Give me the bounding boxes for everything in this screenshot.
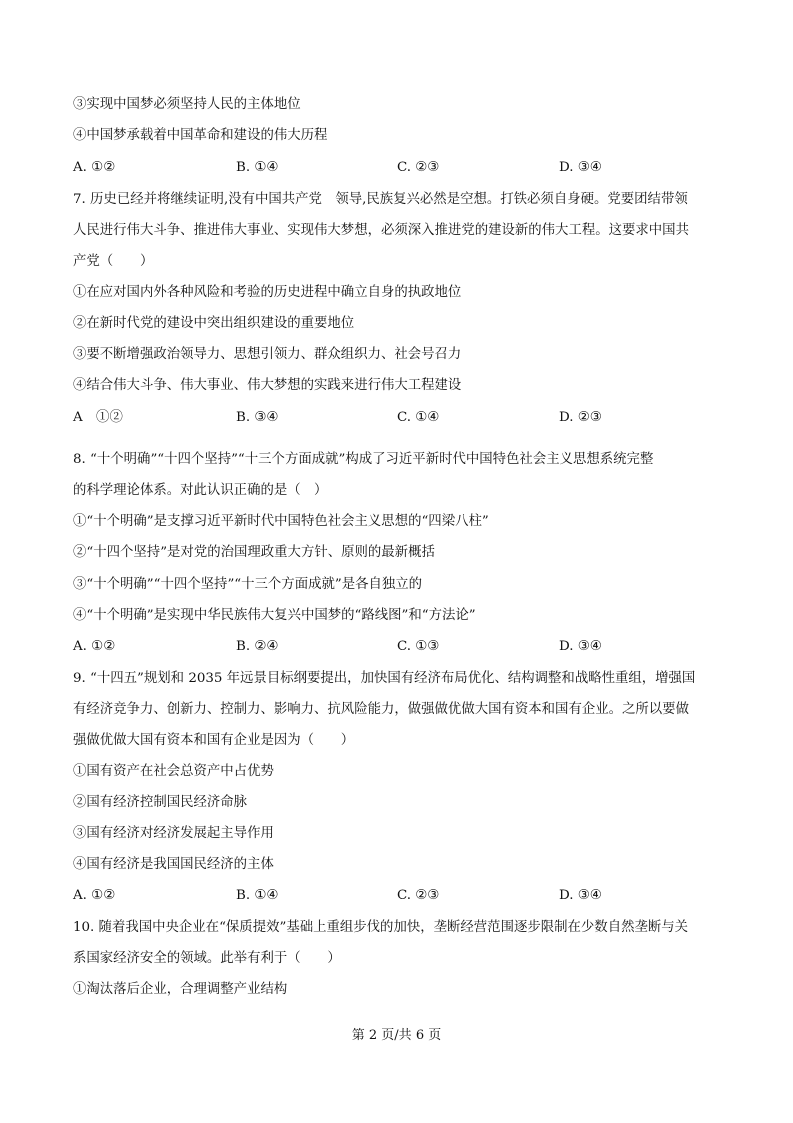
q9-item-2: ②国有经济控制国民经济命脉 <box>73 795 248 810</box>
q8-options <box>73 638 733 656</box>
q9-stem-line-3: 强做优做大国有资本和国有企业是因为（ ） <box>73 733 355 748</box>
q7-item-2: ②在新时代党的建设中突出组织建设的重要地位 <box>73 316 355 331</box>
q10-stem-line-1: 10. 随着我国中央企业在“保质提效”基础上重组步伐的加快，垄断经营范围逐步限制在少数自然垄断与关 <box>73 920 689 935</box>
q7-option-a: A ①② <box>73 410 123 425</box>
q7-stem-line-1: 7. 历史已经并将继续证明,没有中国共产党 领导,民族复兴必然是空想。打铁必须自身硬。党要团结带领 <box>73 192 688 207</box>
q9-option-d: D. ③④ <box>559 888 602 903</box>
q6-options <box>73 159 733 177</box>
q7-stem-line-3: 产党（ ） <box>73 254 154 269</box>
q9-stem-line-2: 有经济竞争力、创新力、控制力、影响力、抗风险能力，做强做优做大国有资本和国有企业。之所以要做 <box>73 702 689 717</box>
q7-item-1: ①在应对国内外各种风险和考验的历史进程中确立自身的执政地位 <box>73 285 462 300</box>
q8-item-1: ①“十个明确”是支撑习近平新时代中国特色社会主义思想的“四梁八柱” <box>73 514 489 529</box>
q6-option-c: C. ②③ <box>397 160 440 175</box>
q7-stem-line-2: 人民进行伟大斗争、推进伟大事业、实现伟大梦想，必须深入推进党的建设新的伟大工程。这要求中国共 <box>73 223 689 238</box>
q8-item-2: ②“十四个坚持”是对党的治国理政重大方针、原则的最新概括 <box>73 545 435 560</box>
q9-item-3: ③国有经济对经济发展起主导作用 <box>73 826 274 841</box>
q7-option-b: B. ③④ <box>236 410 279 425</box>
q8-stem-line-2: 的科学理论体系。对此认识正确的是（ ） <box>73 483 328 498</box>
q6-option-d: D. ③④ <box>559 160 602 175</box>
q8-option-d: D. ③④ <box>559 639 602 654</box>
q8-option-b: B. ②④ <box>236 639 279 654</box>
q9-option-b: B. ①④ <box>236 888 279 903</box>
q7-item-4: ④结合伟大斗争、伟大事业、伟大梦想的实践来进行伟大工程建设 <box>73 378 462 393</box>
q6-item-3: ③实现中国梦必须坚持人民的主体地位 <box>73 97 301 112</box>
q6-option-b: B. ①④ <box>236 160 279 175</box>
q10-item-1: ①淘汰落后企业，合理调整产业结构 <box>73 982 288 997</box>
q7-option-d: D. ②③ <box>559 410 602 425</box>
q6-option-a: A. ①② <box>73 160 116 175</box>
q9-item-1: ①国有资产在社会总资产中占优势 <box>73 764 274 779</box>
q9-options <box>73 887 733 905</box>
q10-stem-line-2: 系国家经济安全的领域。此举有利于（ ） <box>73 951 341 966</box>
q8-item-4: ④“十个明确”是实现中华民族伟大复兴中国梦的“路线图”和“方法论” <box>73 608 476 623</box>
q9-option-c: C. ②③ <box>397 888 440 903</box>
q8-stem-line-1: 8. “十个明确”“十四个坚持”“十三个方面成就”构成了习近平新时代中国特色社会主义思想系统完整 <box>73 452 654 467</box>
q9-option-a: A. ①② <box>73 888 116 903</box>
q7-item-3: ③要不断增强政治领导力、思想引领力、群众组织力、社会号召力 <box>73 347 462 362</box>
q8-item-3: ③“十个明确”“十四个坚持”“十三个方面成就”是各自独立的 <box>73 577 423 592</box>
q7-option-c: C. ①④ <box>397 410 440 425</box>
q7-options <box>73 409 733 427</box>
q9-stem-line-1: 9. “十四五”规划和 2035 年远景目标纲要提出，加快国有经济布局优化、结构调整和战略性重组，增强国 <box>73 671 696 686</box>
q9-item-4: ④国有经济是我国国民经济的主体 <box>73 857 274 872</box>
page-footer: 第 2 页/共 6 页 <box>351 1028 442 1043</box>
q8-option-c: C. ①③ <box>397 639 440 654</box>
q6-item-4: ④中国梦承载着中国革命和建设的伟大历程 <box>73 128 328 143</box>
q8-option-a: A. ①② <box>73 639 116 654</box>
